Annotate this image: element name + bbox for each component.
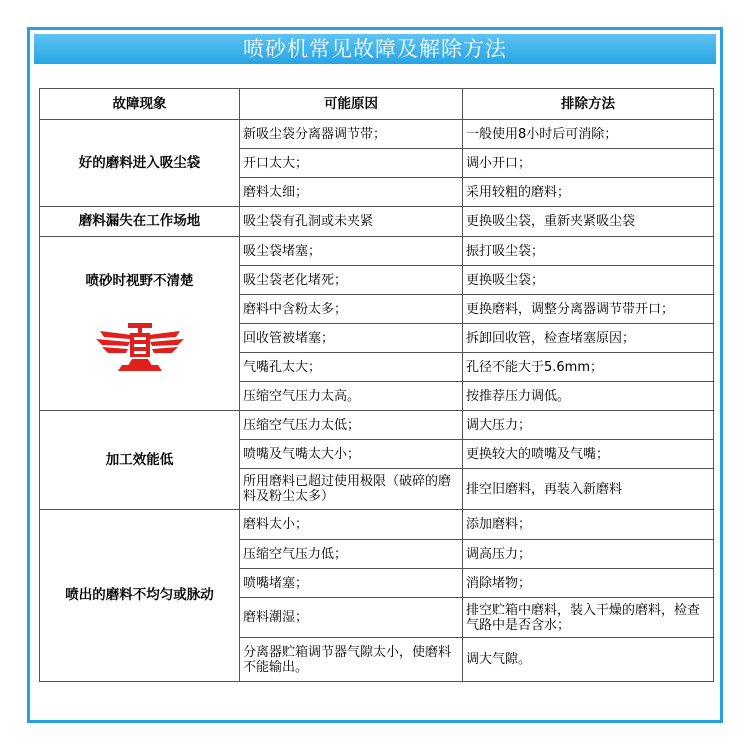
cause-cell: 喷嘴及气嘴太大小； bbox=[240, 440, 463, 469]
fix-cell: 更换吸尘袋； bbox=[463, 266, 714, 295]
table-row bbox=[40, 510, 714, 540]
fix-cell: 添加磨料； bbox=[463, 510, 714, 540]
fault-table bbox=[39, 88, 714, 682]
symptom-cell bbox=[40, 237, 240, 411]
table-row bbox=[40, 207, 714, 237]
table-header-row bbox=[40, 89, 714, 120]
cause-cell: 所用磨料已超过使用极限（破碎的磨料及粉尘太多） bbox=[240, 469, 463, 510]
fix-cell: 振打吸尘袋； bbox=[463, 237, 714, 266]
cause-cell: 分离器贮箱调节器气隙太小，使磨料不能输出。 bbox=[240, 638, 463, 682]
table-row bbox=[40, 411, 714, 440]
cause-cell: 新吸尘袋分离器调节带； bbox=[240, 120, 463, 149]
symptom-cell: 加工效能低 bbox=[40, 411, 240, 510]
cause-cell: 气嘴孔太大； bbox=[240, 353, 463, 382]
cause-cell: 吸尘袋有孔洞或未夹紧 bbox=[240, 207, 463, 237]
table-row bbox=[40, 120, 714, 149]
cause-cell: 吸尘袋老化堵死； bbox=[240, 266, 463, 295]
symptom-label: 喷砂时视野不清楚 bbox=[85, 273, 194, 289]
cause-cell: 压缩空气压力太低； bbox=[240, 411, 463, 440]
fix-cell: 排空贮箱中磨料，装入干燥的磨料，检查气路中是否含水； bbox=[463, 598, 714, 638]
symptom-cell: 磨料漏失在工作场地 bbox=[40, 207, 240, 237]
header-cause: 可能原因 bbox=[240, 89, 463, 120]
cause-cell: 磨料潮湿； bbox=[240, 598, 463, 638]
cause-cell: 磨料太小； bbox=[240, 510, 463, 540]
cause-cell: 压缩空气压力太高。 bbox=[240, 382, 463, 411]
page-title: 喷砂机常见故障及解除方法 bbox=[34, 34, 716, 64]
symptom-cell: 好的磨料进入吸尘袋 bbox=[40, 120, 240, 207]
cause-cell: 磨料中含粉太多； bbox=[240, 295, 463, 324]
cause-cell: 开口太大； bbox=[240, 149, 463, 178]
fix-cell: 调大气隙。 bbox=[463, 638, 714, 682]
fix-cell: 孔径不能大于5.6mm； bbox=[463, 353, 714, 382]
header-symptom: 故障现象 bbox=[40, 89, 240, 120]
fix-cell: 调小开口； bbox=[463, 149, 714, 178]
winged-emblem-icon bbox=[92, 317, 188, 373]
fix-cell: 更换较大的喷嘴及气嘴； bbox=[463, 440, 714, 469]
cause-cell: 回收管被堵塞； bbox=[240, 324, 463, 353]
fix-cell: 调高压力； bbox=[463, 540, 714, 569]
table-row bbox=[40, 237, 714, 266]
fix-cell: 按推荐压力调低。 bbox=[463, 382, 714, 411]
fix-cell: 更换磨料，调整分离器调节带开口； bbox=[463, 295, 714, 324]
fix-cell: 排空旧磨料，再装入新磨料 bbox=[463, 469, 714, 510]
fix-cell: 消除堵物； bbox=[463, 569, 714, 598]
symptom-cell: 喷出的磨料不均匀或脉动 bbox=[40, 510, 240, 682]
cause-cell: 吸尘袋堵塞； bbox=[240, 237, 463, 266]
header-fix: 排除方法 bbox=[463, 89, 714, 120]
fix-cell: 更换吸尘袋，重新夹紧吸尘袋 bbox=[463, 207, 714, 237]
fix-cell: 调大压力； bbox=[463, 411, 714, 440]
cause-cell: 喷嘴堵塞； bbox=[240, 569, 463, 598]
cause-cell: 压缩空气压力低； bbox=[240, 540, 463, 569]
fix-cell: 一般使用8小时后可消除； bbox=[463, 120, 714, 149]
cause-cell: 磨料太细； bbox=[240, 178, 463, 207]
fix-cell: 采用较粗的磨料； bbox=[463, 178, 714, 207]
fix-cell: 拆卸回收管，检查堵塞原因； bbox=[463, 324, 714, 353]
page-frame bbox=[27, 27, 723, 723]
